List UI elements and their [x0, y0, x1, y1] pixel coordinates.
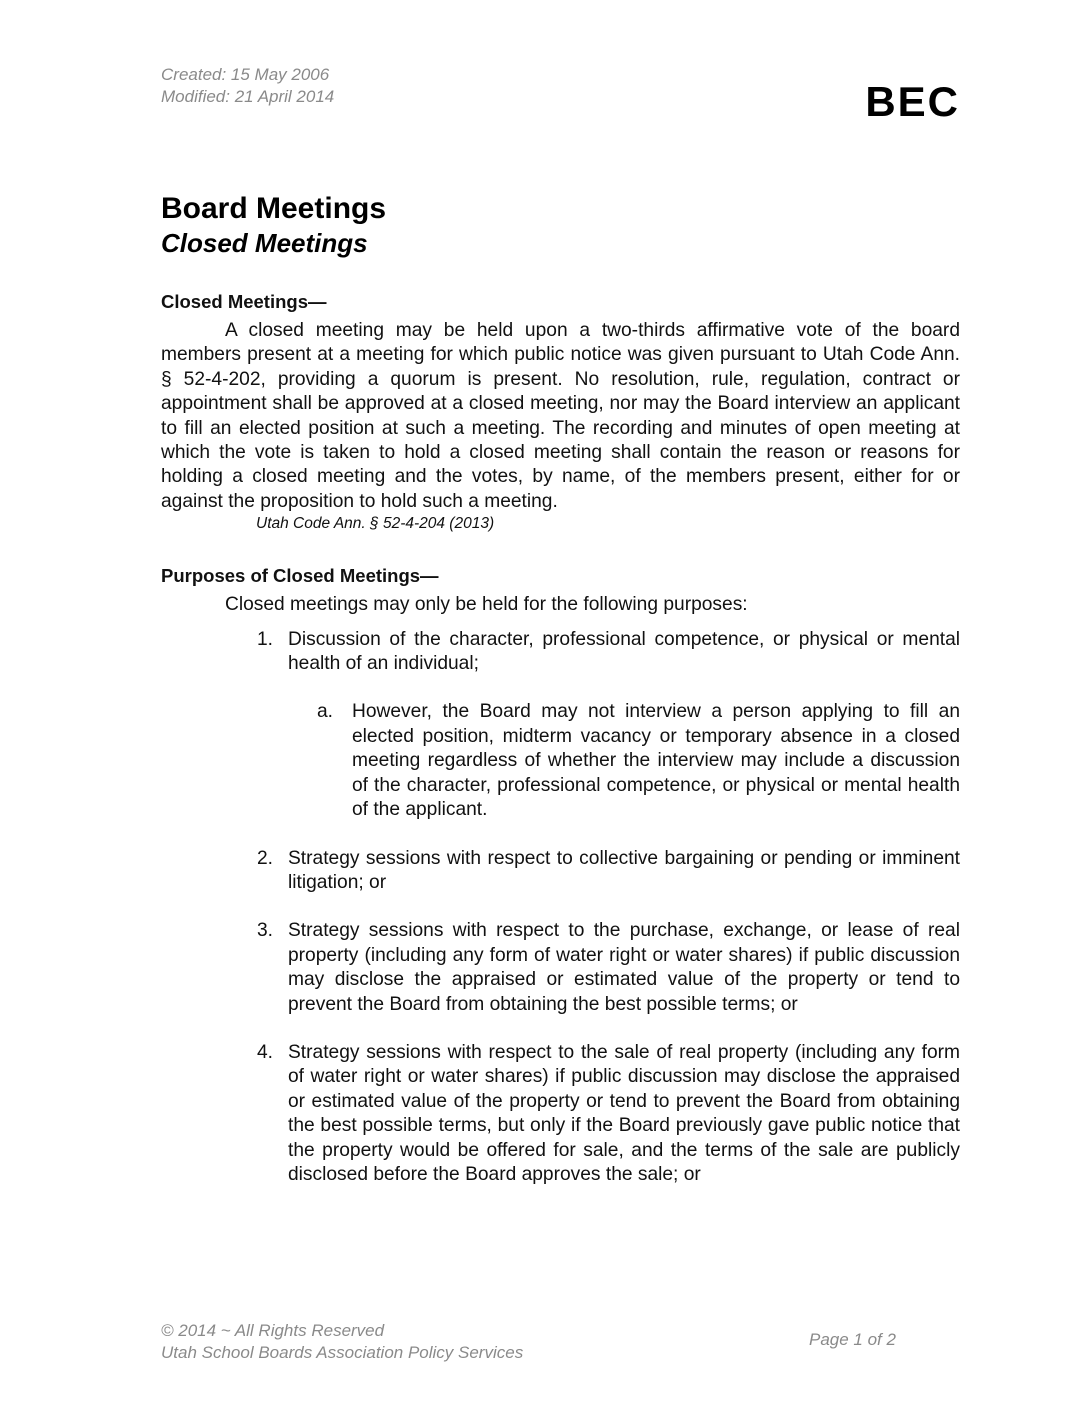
section-paragraph: A closed meeting may be held upon a two-thirds affirmative vote of the board members present at a meeting for which public notice was given pursuant to Utah Code Ann. § 52-4-202, providing a quorum is present. No resolution, rule, regulation, contract or appointment shall be approved at a closed meeting, nor may the Board interview an applicant to fill an elected position at such a meeting. The recording and minutes of open meeting at which the vote is taken to hold a closed meeting shall contain the reason or reasons for holding a closed meeting and the votes, by name, of the members present, either for or against the proposition to hold such a meeting. — [161, 320, 960, 512]
section-purposes — [161, 564, 960, 1187]
list-number: 3. — [257, 920, 274, 942]
policy-code: BEC — [865, 78, 960, 125]
document-subtitle: Closed Meetings — [161, 228, 368, 258]
copyright-notice: © 2014 ~ All Rights Reserved — [161, 1321, 385, 1340]
section-heading: Purposes of Closed Meetings— — [161, 565, 439, 587]
section-heading: Closed Meetings— — [161, 291, 327, 312]
page-number: Page 1 of 2 — [809, 1330, 896, 1349]
sub-list-item — [288, 700, 960, 822]
document-title: Board Meetings — [161, 192, 387, 225]
created-date: Created: 15 May 2006 — [161, 65, 330, 84]
list-item — [161, 919, 960, 1017]
footer — [161, 1320, 523, 1364]
list-item-text: Strategy sessions with respect to the purchase, exchange, or lease of real property (including any form of water right or water shares) if public discussion may disclose the appraised or estimated value of the property or tend to prevent the Board from obtaining the best possible terms; or — [288, 920, 960, 1015]
list-number: 1. — [257, 628, 274, 650]
legal-citation: Utah Code Ann. § 52-4-204 (2013) — [256, 515, 495, 533]
list-item — [161, 847, 960, 896]
list-item-text: Strategy sessions with respect to collective bargaining or pending or imminent litigation; or — [288, 847, 960, 893]
sub-list-letter: a. — [317, 701, 334, 723]
list-number: 2. — [257, 847, 274, 869]
document-body — [161, 290, 960, 1211]
modified-date: Modified: 21 April 2014 — [161, 87, 335, 106]
list-item — [161, 628, 960, 823]
document-meta — [161, 64, 334, 108]
list-item-text: Strategy sessions with respect to the sale of real property (including any form of water right or water shares) if public discussion may disclose the appraised or estimated value of the property or tend to prevent the Board from obtaining the best possible terms, but only if the Board previously gave public notice that the property would be offered for sale, and the terms of the sale are publicly disclosed before the Board approves the sale; or — [288, 1041, 960, 1185]
publisher-name: Utah School Boards Association Policy Services — [161, 1343, 524, 1362]
list-item — [161, 1041, 960, 1187]
purposes-list — [161, 628, 960, 1188]
list-number: 4. — [257, 1041, 274, 1063]
list-item-text: Discussion of the character, professional competence, or physical or mental health of an individual; — [288, 628, 960, 675]
section-closed-meetings — [161, 290, 960, 534]
section-intro: Closed meetings may only be held for the following purposes: — [225, 594, 748, 616]
sub-list-item-text: However, the Board may not interview a person applying to fill an elected position, midterm vacancy or temporary absence in a closed meeting regardless of whether the interview may include a discussion of the character, professional competence, or physical or mental health of the applicant. — [352, 701, 960, 821]
